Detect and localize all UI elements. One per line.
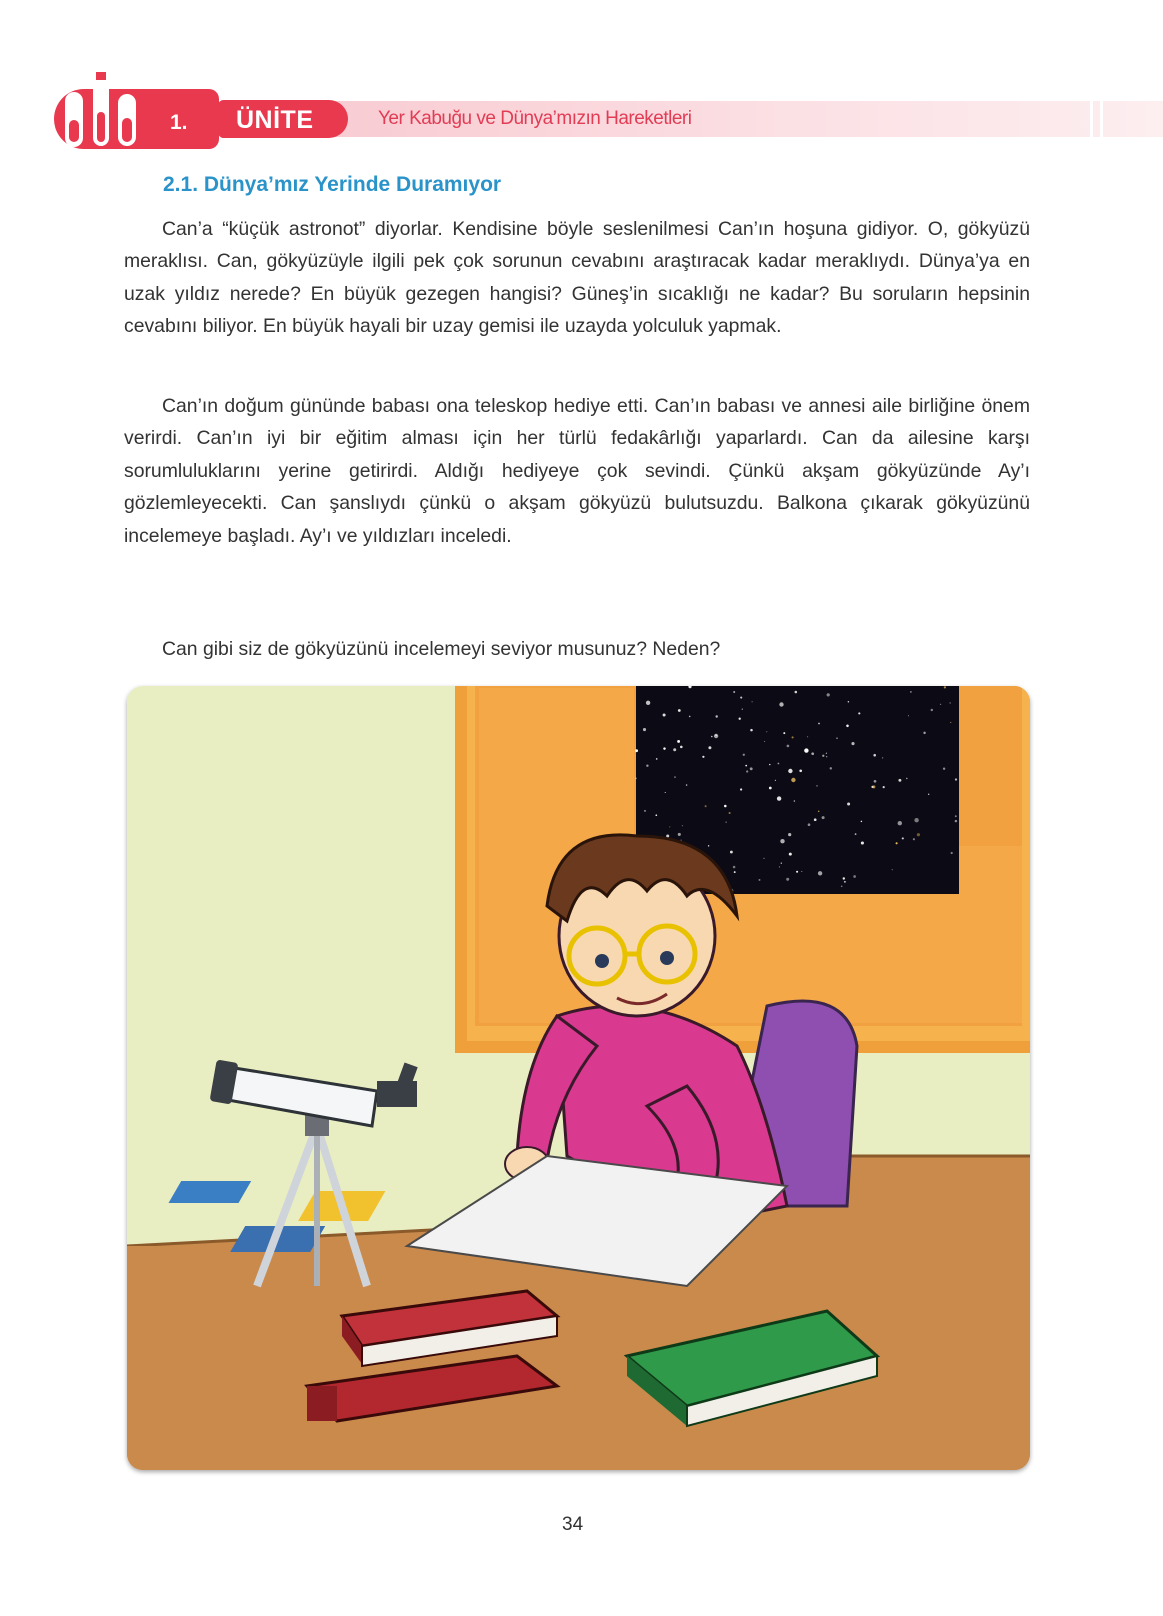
star xyxy=(913,838,915,840)
star xyxy=(655,814,657,816)
star xyxy=(955,778,957,780)
star xyxy=(730,851,733,854)
star xyxy=(847,803,850,806)
band-divider xyxy=(1090,101,1093,137)
star xyxy=(643,728,646,731)
unit-number: 1. xyxy=(170,111,188,134)
star xyxy=(769,787,772,790)
star xyxy=(734,871,736,873)
star xyxy=(943,768,945,770)
star xyxy=(787,745,790,748)
star xyxy=(775,780,776,781)
star xyxy=(778,763,780,765)
star xyxy=(669,826,670,827)
star xyxy=(804,748,808,752)
star xyxy=(906,778,908,780)
star xyxy=(781,863,782,864)
star xyxy=(742,708,743,709)
star xyxy=(750,767,753,770)
star xyxy=(950,722,951,723)
unit-label: ÜNİTE xyxy=(236,106,314,134)
star xyxy=(791,778,795,782)
star xyxy=(826,756,827,757)
star xyxy=(733,691,735,693)
star xyxy=(779,702,783,706)
star xyxy=(788,769,792,773)
star xyxy=(830,767,832,769)
star xyxy=(740,697,742,699)
page-number: 34 xyxy=(562,1514,584,1535)
star xyxy=(715,715,717,717)
star xyxy=(822,816,825,819)
star xyxy=(818,723,820,725)
star xyxy=(681,840,682,841)
star xyxy=(646,764,648,766)
star xyxy=(779,866,780,867)
star xyxy=(928,794,929,795)
star xyxy=(917,833,920,836)
star xyxy=(750,729,753,732)
star xyxy=(795,691,798,694)
star xyxy=(883,786,885,788)
unit-title: Yer Kabuğu ve Dünya’mızın Hareketleri xyxy=(378,108,692,129)
star xyxy=(836,738,837,739)
star xyxy=(689,716,691,718)
star xyxy=(955,815,957,817)
star xyxy=(902,837,904,839)
star xyxy=(950,702,951,703)
star xyxy=(644,810,646,812)
star xyxy=(740,788,742,790)
star xyxy=(861,841,864,844)
star xyxy=(808,823,811,826)
star xyxy=(682,825,683,826)
star xyxy=(708,845,709,846)
star xyxy=(799,769,802,772)
star xyxy=(931,709,933,711)
star xyxy=(846,725,849,728)
star xyxy=(724,805,727,808)
star xyxy=(855,833,857,835)
star xyxy=(898,779,901,782)
star xyxy=(663,747,665,749)
star xyxy=(769,764,770,765)
star xyxy=(818,811,820,813)
star xyxy=(843,877,845,879)
star xyxy=(711,736,713,738)
star xyxy=(635,778,637,780)
star xyxy=(743,754,745,756)
star xyxy=(674,776,675,777)
star xyxy=(788,833,791,836)
section-title: 2.1. Dünya’mız Yerinde Duramıyor xyxy=(163,173,502,196)
star xyxy=(858,712,860,714)
star xyxy=(874,780,877,783)
star xyxy=(746,770,748,772)
star xyxy=(816,785,817,786)
star xyxy=(729,812,731,814)
test-tubes-icon xyxy=(60,72,160,152)
star xyxy=(818,871,822,875)
star xyxy=(841,886,843,888)
star xyxy=(923,732,925,734)
star xyxy=(873,754,876,757)
star xyxy=(673,748,676,751)
star xyxy=(763,858,764,859)
star xyxy=(656,758,658,760)
star xyxy=(635,749,638,752)
star xyxy=(853,875,856,878)
star xyxy=(951,852,953,854)
star xyxy=(908,715,909,716)
star xyxy=(898,821,902,825)
star xyxy=(715,735,717,737)
paragraph-telescope: Can’ın doğum gününde babası ona teleskop hediye etti. Can’ın babası ve annesi aile birliğine önem verirdi. Can’ın iyi bir eğitim alması için her türlü fedakârlığı yaparlardı. Can da ailesine karşı sorumluluklarını yerine getirirdi. Aldığı hediyeye çok sevindi. Çünkü akşam gökyüzünde Ay’ı gözlemleyecekti. Can şanslıydı çünkü o akşam gökyüzü bulutsuzdu. Balkona çıkarak gökyüzünü incelemeye başladı. Ay’ı ve yıldızları inceledi. xyxy=(124,395,1030,547)
star xyxy=(844,881,846,883)
star xyxy=(678,709,681,712)
star xyxy=(686,784,688,786)
star xyxy=(811,752,814,755)
paragraph-intro: Can’a “küçük astronot” diyorlar. Kendisine böyle seslenilmesi Can’ın hoşuna gidiyor. O, gökyüzü meraklısı. Can, gökyüzüyle ilgili pek çok sorunun cevabını araştıracak kadar meraklıydı. Dünya’ya en uzak yıldız nerede? En büyük gezegen hangisi? Güneş’in sıcaklığı ne kadar? Bu soruların hepsinin cevabını biliyor. En büyük hayali bir uzay gemisi ile uzayda yolculuk yapmak. xyxy=(124,218,1030,338)
star xyxy=(777,796,781,800)
star xyxy=(663,713,666,716)
star xyxy=(872,785,875,788)
star xyxy=(896,842,898,844)
star xyxy=(665,792,666,793)
star xyxy=(759,879,761,881)
star xyxy=(940,704,941,705)
star xyxy=(861,821,863,823)
star xyxy=(789,853,792,856)
star xyxy=(914,818,918,822)
star xyxy=(678,833,681,836)
star xyxy=(739,718,741,720)
star xyxy=(848,701,850,703)
illustration-boy-with-telescope xyxy=(127,686,1030,1470)
star xyxy=(677,740,680,743)
star xyxy=(944,686,946,688)
star xyxy=(745,765,747,767)
star xyxy=(827,693,830,696)
star xyxy=(646,701,650,705)
paragraph-question: Can gibi siz de gökyüzünü incelemeyi seviyor musunuz? Neden? xyxy=(162,638,721,660)
star xyxy=(814,818,817,821)
star xyxy=(955,820,957,822)
star xyxy=(780,839,784,843)
star xyxy=(882,757,883,758)
star xyxy=(796,871,798,873)
unit-header xyxy=(0,0,1163,160)
star xyxy=(708,746,711,749)
star xyxy=(725,821,726,822)
star xyxy=(705,805,707,807)
star xyxy=(752,701,753,702)
star xyxy=(766,731,767,732)
star xyxy=(680,746,683,749)
star xyxy=(892,869,893,870)
star xyxy=(702,756,704,758)
star xyxy=(764,741,765,742)
star xyxy=(822,755,824,757)
star xyxy=(792,736,794,738)
star xyxy=(794,800,796,802)
star xyxy=(826,753,827,754)
star xyxy=(851,742,854,745)
star xyxy=(801,871,802,872)
star xyxy=(910,691,912,693)
star xyxy=(786,878,789,881)
star xyxy=(783,732,785,734)
star xyxy=(733,866,736,869)
star xyxy=(807,736,808,737)
band-divider xyxy=(1100,101,1103,137)
